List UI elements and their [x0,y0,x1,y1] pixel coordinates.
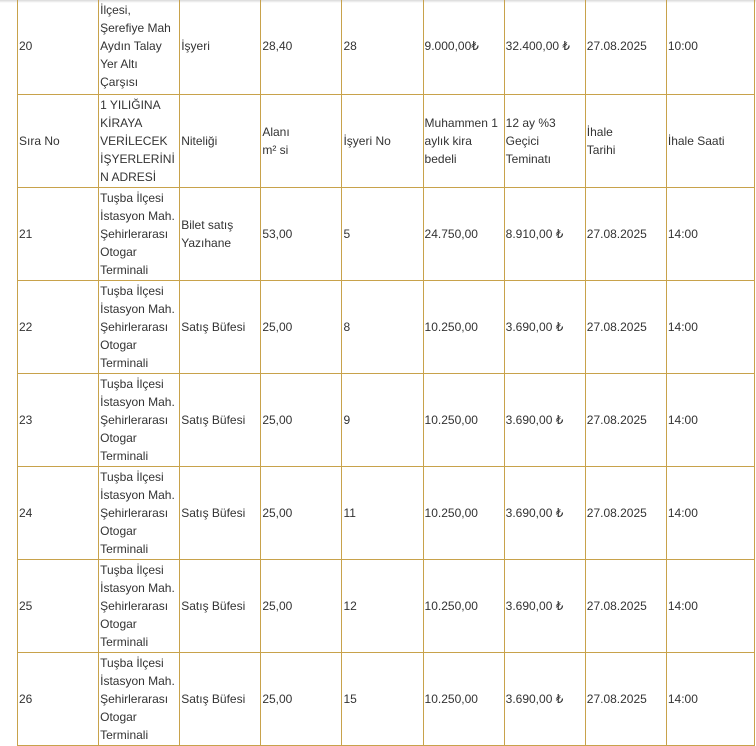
cell-line: Satış Büfesi [181,413,246,427]
ihale-saati-cell: 14:00 [666,467,754,560]
ihale-tarihi-cell: 27.08.2025 [585,374,666,467]
cell-line: Satış Büfesi [181,506,246,520]
ihale-saati-cell: 10:00 [666,0,754,95]
teminat-cell: 3.690,00 ₺ [504,653,585,746]
cell-line: Otogar [100,710,137,724]
cell-line: Terminali [100,356,149,370]
ihale-tarihi-cell: 27.08.2025 [585,281,666,374]
table-row [18,560,755,653]
cell-line: Şehirlerarası [100,506,169,520]
cell-line: 12 ay %3 [505,116,556,130]
cell-line: m² si [262,143,289,157]
cell-line: 1 YILIĞINA [100,98,161,112]
isyeri-no-cell: 9 [342,374,423,467]
nitelik-cell [180,374,261,467]
ihale-saati-cell: 14:00 [666,374,754,467]
muhammen-cell: 10.250,00 [423,560,504,653]
ihale-tarihi-cell: 27.08.2025 [585,467,666,560]
alan-cell: 53,00 [261,188,342,281]
table-row [18,188,755,281]
cell-line: Bilet satış [181,218,234,232]
table-body [18,0,755,746]
table-row [18,374,755,467]
sira-no-cell: 24 [18,467,99,560]
teminat-cell: 3.690,00 ₺ [504,560,585,653]
cell-line: İstasyon Mah. [100,488,175,502]
lease-table [17,0,755,746]
alan-cell [261,95,342,188]
alan-cell: 25,00 [261,281,342,374]
cell-line: Satış Büfesi [181,692,246,706]
cell-line: Otogar [100,338,137,352]
ihale-saati-cell: 14:00 [666,281,754,374]
isyeri-no-cell: 11 [342,467,423,560]
cell-line: Çarşısı [100,75,139,89]
ihale-tarihi-cell: 27.08.2025 [585,653,666,746]
sira-no-cell: 26 [18,653,99,746]
muhammen-cell: 10.250,00 [423,374,504,467]
isyeri-no-cell: İşyeri No [342,95,423,188]
cell-line: aylık kira [424,134,472,148]
alan-cell: 25,00 [261,560,342,653]
cell-line: İstasyon Mah. [100,302,175,316]
table-row [18,653,755,746]
address-cell [99,188,180,281]
muhammen-cell: 24.750,00 [423,188,504,281]
isyeri-no-cell: 28 [342,0,423,95]
cell-line: Satış Büfesi [181,320,246,334]
cell-line: Şehirlerarası [100,599,169,613]
cell-line: Tarihi [586,143,616,157]
cell-line: Tuşba İlçesi [100,191,164,205]
address-cell [99,0,180,95]
table-row [18,0,755,95]
cell-line: Tuşba İlçesi [100,656,164,670]
cell-line: Yer Altı [100,57,138,71]
cell-line: Şerefiye Mah [100,21,171,35]
sira-no-cell: 25 [18,560,99,653]
cell-line: VERİLECEK [100,134,168,148]
table-row [18,467,755,560]
cell-line: Otogar [100,245,137,259]
ihale-tarihi-cell: 27.08.2025 [585,560,666,653]
nitelik-cell: İşyeri [180,0,261,95]
cell-line: Geçici [505,134,539,148]
header-row [18,95,755,188]
cell-line: Yazıhane [181,236,232,250]
cell-line: Tuşba İlçesi [100,470,164,484]
cell-line: İstasyon Mah. [100,395,175,409]
address-cell [99,560,180,653]
address-cell [99,653,180,746]
cell-line: Terminali [100,542,149,556]
isyeri-no-cell: 5 [342,188,423,281]
sira-no-cell: 21 [18,188,99,281]
alan-cell: 25,00 [261,374,342,467]
cell-line: Terminali [100,728,149,742]
alan-cell: 25,00 [261,467,342,560]
teminat-cell: 3.690,00 ₺ [504,281,585,374]
ihale-saati-cell: 14:00 [666,653,754,746]
address-cell [99,281,180,374]
cell-line: Tuşba İlçesi [100,377,164,391]
cell-line: Otogar [100,617,137,631]
nitelik-cell [180,281,261,374]
cell-line: Aydın Talay [100,39,162,53]
teminat-cell: 32.400,00 ₺ [504,0,585,95]
cell-line: İhale [586,125,613,139]
table-row [18,281,755,374]
teminat-cell: 3.690,00 ₺ [504,467,585,560]
cell-line: Tuşba İlçesi [100,284,164,298]
sira-no-cell: Sıra No [18,95,99,188]
muhammen-cell: 10.250,00 [423,281,504,374]
teminat-cell: 3.690,00 ₺ [504,374,585,467]
cell-line: Terminali [100,635,149,649]
teminat-cell: 8.910,00 ₺ [504,188,585,281]
nitelik-cell: Niteliği [180,95,261,188]
ihale-saati-cell: İhale Saati [666,95,754,188]
ihale-tarihi-cell [585,95,666,188]
muhammen-cell: 10.250,00 [423,467,504,560]
cell-line: Otogar [100,431,137,445]
address-cell [99,374,180,467]
cell-line: Satış Büfesi [181,599,246,613]
cell-line: Otogar [100,524,137,538]
cell-line: Terminali [100,263,149,277]
teminat-cell [504,95,585,188]
alan-cell: 25,00 [261,653,342,746]
ihale-tarihi-cell: 27.08.2025 [585,0,666,95]
nitelik-cell [180,188,261,281]
sira-no-cell: 20 [18,0,99,95]
cell-line: Alanı [262,125,290,139]
alan-cell: 28,40 [261,0,342,95]
cell-line: Teminatı [505,152,552,166]
cell-line: Tuşba İlçesi [100,563,164,577]
cell-line: Terminali [100,449,149,463]
isyeri-no-cell: 15 [342,653,423,746]
cell-line: Şehirlerarası [100,320,169,334]
isyeri-no-cell: 8 [342,281,423,374]
nitelik-cell [180,467,261,560]
cell-line: Şehirlerarası [100,413,169,427]
sira-no-cell: 22 [18,281,99,374]
cell-line: bedeli [424,152,457,166]
cell-line: Şehirlerarası [100,227,169,241]
cell-line: N ADRESİ [100,170,157,184]
nitelik-cell [180,560,261,653]
cell-line: İŞYERLERİNİ [100,152,175,166]
ihale-saati-cell: 14:00 [666,560,754,653]
nitelik-cell [180,653,261,746]
sira-no-cell: 23 [18,374,99,467]
cell-line: İstasyon Mah. [100,209,175,223]
cell-line: İstasyon Mah. [100,674,175,688]
cell-line: Muhammen 1 [424,116,498,130]
cell-line: KİRAYA [100,116,143,130]
address-cell [99,467,180,560]
isyeri-no-cell: 12 [342,560,423,653]
muhammen-cell: 9.000,00₺ [423,0,504,95]
muhammen-cell: 10.250,00 [423,653,504,746]
ihale-saati-cell: 14:00 [666,188,754,281]
cell-line: Şehirlerarası [100,692,169,706]
cell-line: İlçesi, [100,3,131,17]
cell-line: İstasyon Mah. [100,581,175,595]
ihale-tarihi-cell: 27.08.2025 [585,188,666,281]
address-cell [99,95,180,188]
muhammen-cell [423,95,504,188]
